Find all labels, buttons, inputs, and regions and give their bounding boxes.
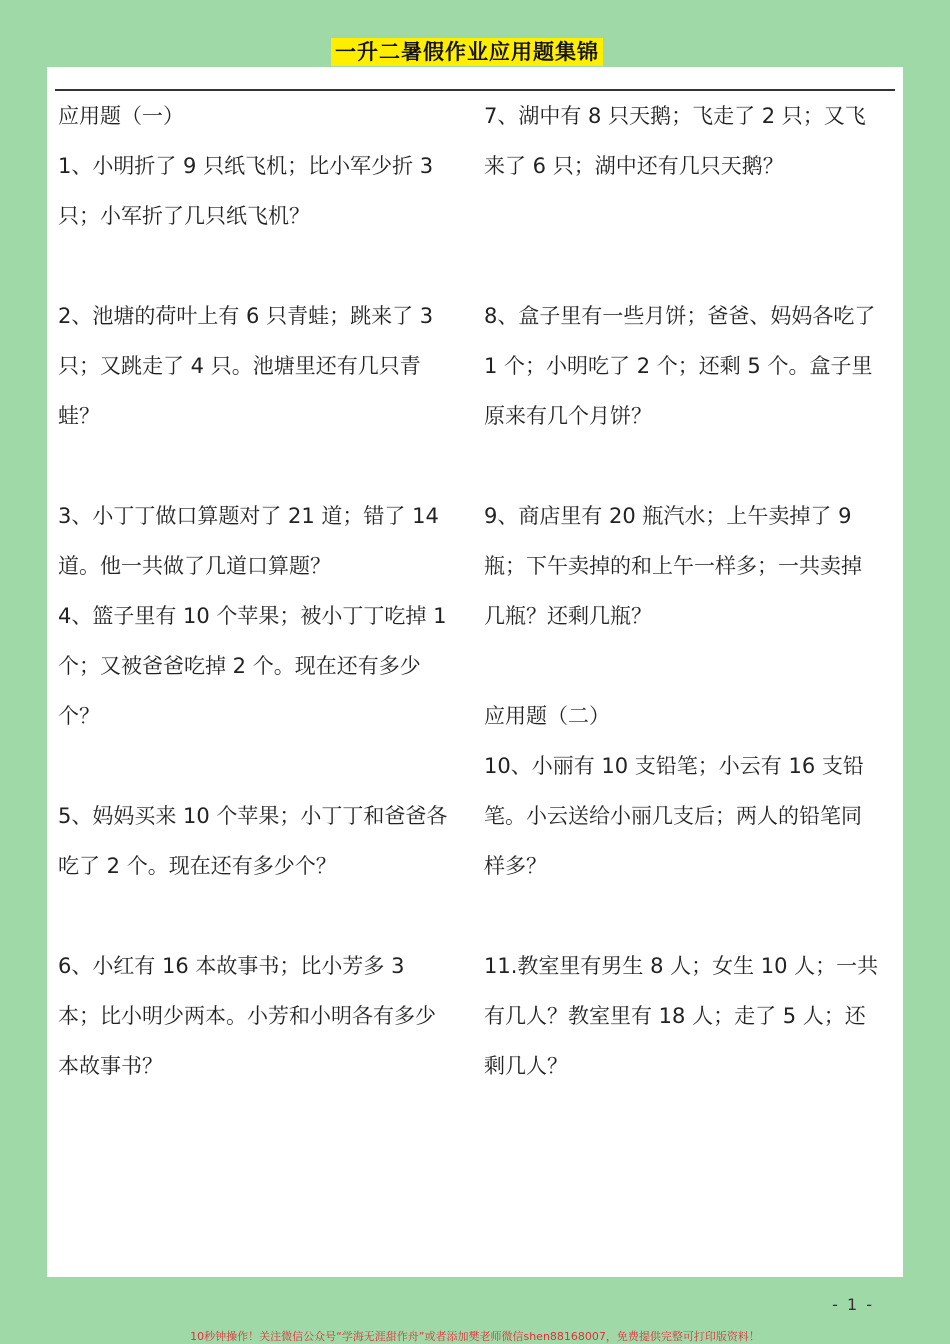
left-column	[58, 91, 453, 1091]
problem-10: 10、小丽有 10 支铅笔；小云有 16 支铅笔。小云送给小丽几支后；两人的铅笔同样多？	[484, 754, 864, 878]
problem-11: 11.教室里有男生 8 人；女生 10 人；一共有几人？教室里有 18 人；走了 5 人；还剩几人？	[484, 954, 879, 1078]
section-heading-1: 应用题（一）	[58, 104, 184, 128]
problem-2: 2、池塘的荷叶上有 6 只青蛙；跳来了 3 只；又跳走了 4 只。池塘里还有几只青蛙？	[58, 304, 434, 428]
problem-5: 5、妈妈买来 10 个苹果；小丁丁和爸爸各吃了 2 个。现在还有多少个？	[58, 804, 448, 878]
problem-9: 9、商店里有 20 瓶汽水；上午卖掉了 9 瓶；下午卖掉的和上午一样多；一共卖掉几瓶？还剩几瓶？	[484, 504, 862, 628]
worksheet-paper	[47, 67, 903, 1277]
problem-4: 4、篮子里有 10 个苹果；被小丁丁吃掉 1 个；又被爸爸吃掉 2 个。现在还有多少个？	[58, 604, 447, 728]
problem-1: 1、小明折了 9 只纸飞机；比小军少折 3 只；小军折了几只纸飞机？	[58, 154, 434, 228]
page-number: - 1 -	[832, 1295, 874, 1314]
problem-3: 3、小丁丁做口算题对了 21 道；错了 14 道。他一共做了几道口算题？	[58, 504, 439, 578]
right-column	[484, 91, 879, 1091]
footer-notice: 10秒钟操作！关注微信公众号“学海无涯甜作舟”或者添加樊老师微信shen88168007，免费提供完整可打印版资料！	[190, 1330, 760, 1343]
problem-7: 7、湖中有 8 只天鹅；飞走了 2 只；又飞来了 6 只；湖中还有几只天鹅？	[484, 104, 866, 178]
problem-6: 6、小红有 16 本故事书；比小芳多 3 本；比小明少两本。小芳和小明各有多少本故事书？	[58, 954, 436, 1078]
section-heading-2: 应用题（二）	[484, 704, 610, 728]
problem-8: 8、盒子里有一些月饼；爸爸、妈妈各吃了 1 个；小明吃了 2 个；还剩 5 个。盒子里原来有几个月饼？	[484, 304, 876, 428]
page-title: 一升二暑假作业应用题集锦	[331, 38, 603, 66]
